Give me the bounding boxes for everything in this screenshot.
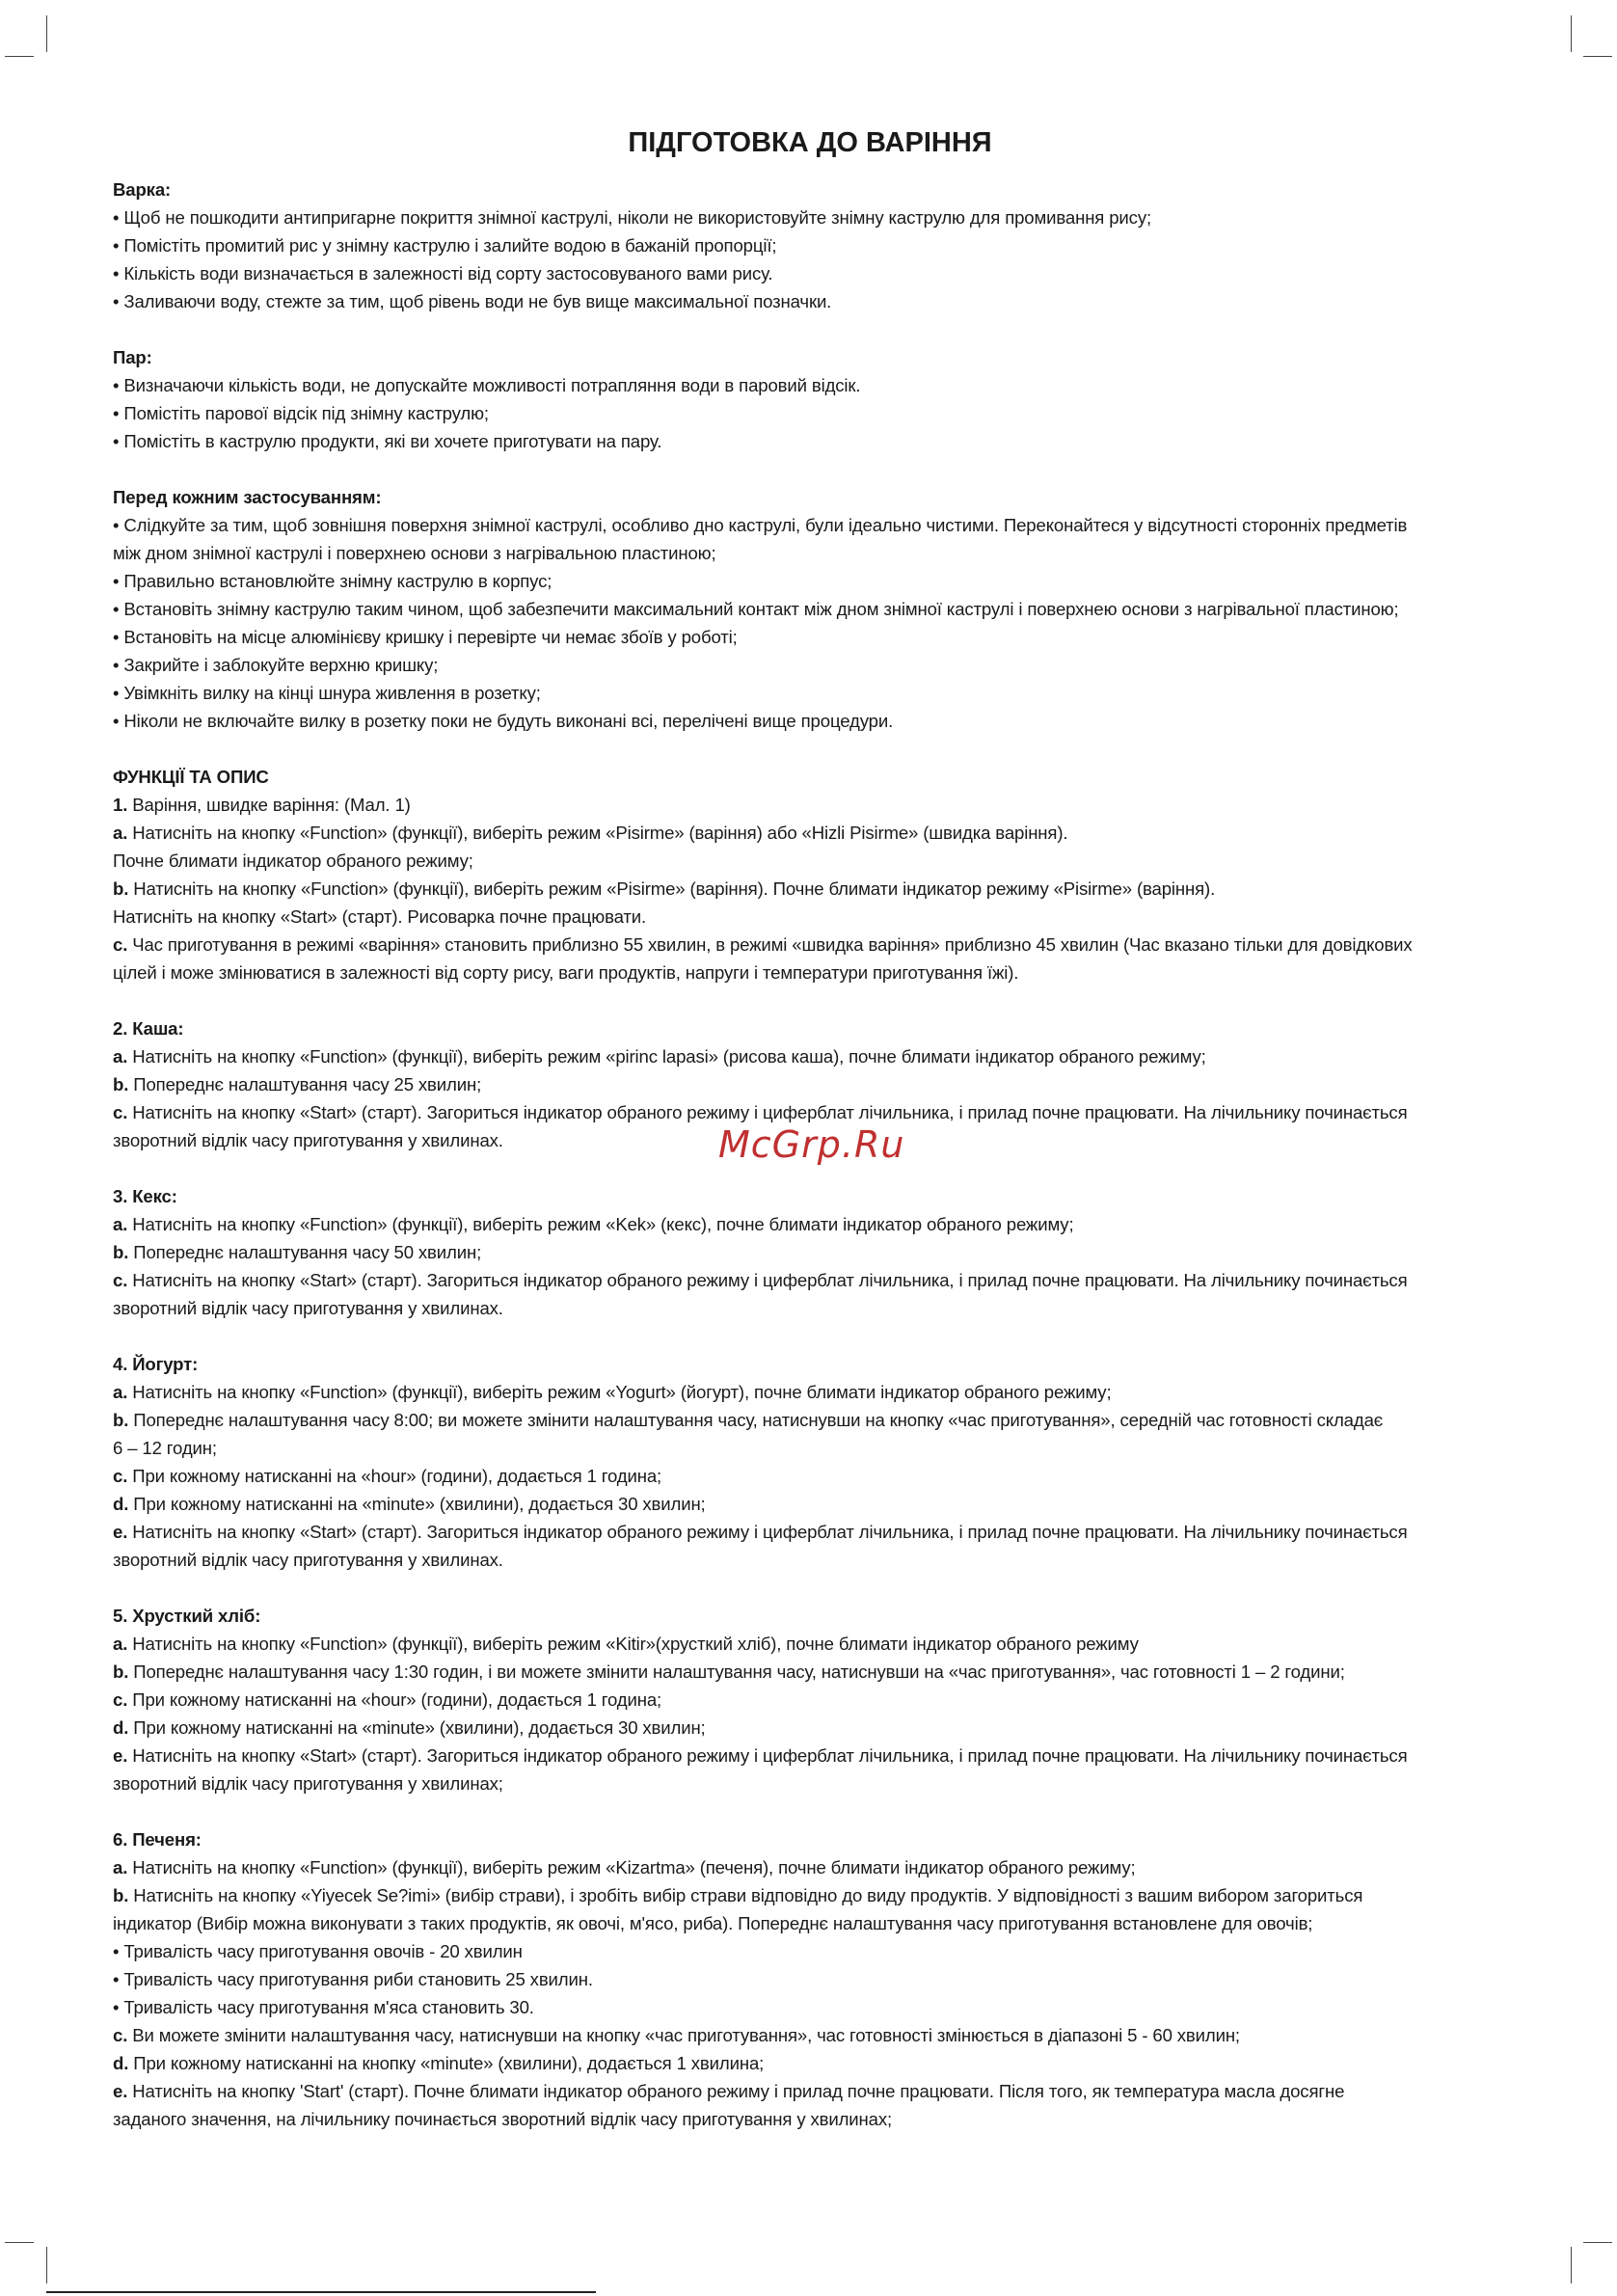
text-line [113, 1909, 1507, 1937]
text-line [113, 1462, 1507, 1490]
line-text: Попереднє налаштування часу 50 хвилин; [128, 1242, 482, 1262]
text-line [113, 1630, 1507, 1658]
section-heading: 4. Йогурт: [113, 1354, 199, 1374]
step-label: e. [113, 2081, 128, 2101]
section [113, 483, 1507, 735]
watermark: McGrp.Ru [718, 1123, 905, 1166]
bottom-rule [46, 2291, 596, 2293]
line-text: Попереднє налаштування часу 8:00; ви можете змінити налаштування часу, натиснувши на кнопку «час приготування», середній час готовності складає [128, 1410, 1384, 1430]
line-text: Почне блимати індикатор обраного режиму; [113, 851, 473, 871]
crop-mark [5, 2242, 34, 2243]
line-text: між дном знімної каструлі і поверхнею основи з нагрівальною пластиною; [113, 543, 716, 563]
line-text: зворотний відлік часу приготування у хвилинах. [113, 1550, 503, 1570]
text-line [113, 931, 1507, 959]
step-label: a. [113, 823, 128, 843]
text-line [113, 1686, 1507, 1714]
crop-mark [1583, 2242, 1612, 2243]
line-text: • Слідкуйте за тим, щоб зовнішня поверхня знімної каструлі, особливо дно каструлі, були ідеально чистими. Переконайтеся у відсутності сторонніх предметів [113, 515, 1408, 535]
text-line [113, 1742, 1507, 1769]
line-text: • Помістіть в каструлю продукти, які ви хочете приготувати на пару. [113, 431, 662, 451]
text-line [113, 567, 1507, 595]
line-text: При кожному натисканні на «minute» (хвилини), додається 30 хвилин; [128, 1717, 706, 1738]
text-line [113, 259, 1507, 287]
text-line [113, 1238, 1507, 1266]
step-label: d. [113, 2053, 129, 2073]
text-line [113, 1546, 1507, 1574]
text-line [113, 1098, 1507, 1126]
section-heading: 2. Каша: [113, 1018, 184, 1039]
crop-mark [46, 2247, 47, 2283]
text-line [113, 1518, 1507, 1546]
section-heading: 6. Печеня: [113, 1829, 202, 1850]
line-text: заданого значення, на лічильнику починається зворотний відлік часу приготування у хвилинах; [113, 2109, 893, 2129]
text-line [113, 1434, 1507, 1462]
text-line [113, 1378, 1507, 1406]
text-line [113, 1210, 1507, 1238]
section [113, 343, 1507, 455]
line-text: • Кількість води визначається в залежності від сорту застосовуваного вами рису. [113, 263, 773, 284]
line-text: • Встановіть знімну каструлю таким чином, щоб забезпечити максимальний контакт між дном знімної каструлі і поверхнею основи з нагрівальної пластиною; [113, 599, 1399, 619]
step-label: c. [113, 1270, 128, 1290]
line-text: Час приготування в режимі «варіння» становить приблизно 55 хвилин, в режимі «швидка варіння» приблизно 45 хвилин (Час вказано тільки для довідкових [127, 934, 1413, 955]
line-text: Натисніть на кнопку «Function» (функції), виберіть режим «Kek» (кекс), почне блимати індикатор обраного режиму; [127, 1214, 1074, 1234]
line-text: Попереднє налаштування часу 1:30 годин, і ви можете змінити налаштування часу, натиснувши на «час приготування», час готовності 1 – 2 години; [128, 1661, 1345, 1682]
section-heading: 5. Хрусткий хліб: [113, 1606, 261, 1626]
section-heading: Пар: [113, 347, 152, 367]
document-body [113, 123, 1507, 2161]
line-text: зворотний відлік часу приготування у хвилинах; [113, 1773, 503, 1794]
step-label: c. [113, 1102, 128, 1122]
line-text: При кожному натисканні на кнопку «minute» (хвилини), додається 1 хвилина; [128, 2053, 765, 2073]
text-line [113, 287, 1507, 315]
line-text: • Щоб не пошкодити антипригарне покриття знімної каструлі, ніколи не використовуйте знімну каструлю для промивання рису; [113, 207, 1151, 228]
section [113, 1350, 1507, 1574]
line-text: • Заливаючи воду, стежте за тим, щоб рівень води не був вище максимальної позначки. [113, 291, 832, 311]
line-text: Натисніть на кнопку «Start» (старт). Загориться індикатор обраного режиму і циферблат лічильника, і прилад почне працювати. На лічильнику починається [127, 1522, 1408, 1542]
text-line [113, 2021, 1507, 2049]
line-text: • Правильно встановлюйте знімну каструлю в корпус; [113, 571, 552, 591]
text-line [113, 791, 1507, 819]
section [113, 1182, 1507, 1322]
text-line [113, 707, 1507, 735]
text-line [113, 1266, 1507, 1294]
step-label: c. [113, 2025, 128, 2045]
text-line [113, 875, 1507, 903]
step-label: b. [113, 1410, 129, 1430]
line-text: • Увімкніть вилку на кінці шнура живлення в розетку; [113, 683, 541, 703]
text-line [113, 2105, 1507, 2133]
line-text: Натисніть на кнопку «Start» (старт). Загориться індикатор обраного режиму і циферблат лічильника, і прилад почне працювати. На лічильнику починається [127, 1102, 1408, 1122]
section [113, 763, 1507, 986]
section [113, 1602, 1507, 1797]
section [113, 1825, 1507, 2133]
line-text: Натисніть на кнопку «Function» (функції), виберіть режим «Kizartma» (печеня), почне блимати індикатор обраного режиму; [127, 1857, 1136, 1877]
text-line [113, 623, 1507, 651]
text-line [113, 427, 1507, 455]
text-line [113, 1937, 1507, 1965]
line-text: Натисніть на кнопку «Function» (функції), виберіть режим «Pisirme» (варіння) або «Hizli Pisirme» (швидка варіння). [127, 823, 1068, 843]
step-label: a. [113, 1634, 128, 1654]
line-text: При кожному натисканні на «hour» (години), додається 1 година; [127, 1466, 662, 1486]
text-line [113, 1406, 1507, 1434]
crop-mark [1583, 56, 1612, 57]
line-text: • Тривалість часу приготування м'яса становить 30. [113, 1997, 534, 2017]
line-text: • Встановіть на місце алюмінієву кришку і перевірте чи немає збоїв у роботі; [113, 627, 738, 647]
line-text: Натисніть на кнопку «Function» (функції), виберіть режим «pirinc lapasi» (рисова каша), почне блимати індикатор обраного режиму; [127, 1046, 1206, 1067]
section-heading: Перед кожним застосуванням: [113, 487, 382, 507]
step-label: c. [113, 934, 128, 955]
text-line [113, 1714, 1507, 1742]
line-text: індикатор (Вибір можна виконувати з таких продуктів, як овочі, м'ясо, риба). Попереднє налаштування часу приготування встановлене для овочів; [113, 1913, 1313, 1933]
line-text: Варіння, швидке варіння: (Мал. 1) [127, 795, 411, 815]
line-text: Натисніть на кнопку «Start» (старт). Загориться індикатор обраного режиму і циферблат лічильника, і прилад почне працювати. На лічильнику починається [127, 1270, 1408, 1290]
text-line [113, 1294, 1507, 1322]
text-line [113, 539, 1507, 567]
step-label: a. [113, 1857, 128, 1877]
line-text: • Тривалість часу приготування овочів - 20 хвилин [113, 1941, 523, 1961]
line-text: Попереднє налаштування часу 25 хвилин; [128, 1074, 482, 1094]
sections-container [113, 176, 1507, 2133]
section [113, 176, 1507, 315]
text-line [113, 819, 1507, 847]
crop-mark [1571, 2247, 1572, 2283]
step-label: c. [113, 1689, 128, 1710]
text-line [113, 511, 1507, 539]
step-label: b. [113, 1242, 129, 1262]
text-line [113, 371, 1507, 399]
text-line [113, 679, 1507, 707]
step-label: b. [113, 1885, 129, 1905]
text-line [113, 1769, 1507, 1797]
crop-mark [46, 15, 47, 52]
page-title: ПІДГОТОВКА ДО ВАРІННЯ [628, 127, 992, 158]
text-line [113, 1965, 1507, 1993]
line-text: зворотний відлік часу приготування у хвилинах. [113, 1298, 503, 1318]
line-text: • Ніколи не включайте вилку в розетку поки не будуть виконані всі, перелічені вище процедури. [113, 711, 894, 731]
text-line [113, 1993, 1507, 2021]
line-text: 6 – 12 годин; [113, 1438, 217, 1458]
line-text: При кожному натисканні на «minute» (хвилини), додається 30 хвилин; [128, 1494, 706, 1514]
text-line [113, 1126, 1507, 1154]
line-text: • Помістіть промитий рис у знімну каструлю і залийте водою в бажаній пропорції; [113, 235, 777, 256]
line-text: • Закрийте і заблокуйте верхню кришку; [113, 655, 439, 675]
text-line [113, 651, 1507, 679]
line-text: Натисніть на кнопку 'Start' (старт). Почне блимати індикатор обраного режиму і прилад почне працювати. Після того, як температура масла досягне [127, 2081, 1345, 2101]
step-label: 1. [113, 795, 128, 815]
text-line [113, 231, 1507, 259]
section-heading: Варка: [113, 179, 172, 200]
line-text: Натисніть на кнопку «Yiyecek Se?imi» (вибір страви), і зробіть вибір страви відповідно до виду продуктів. У відповідності з вашим вибором загориться [128, 1885, 1363, 1905]
text-line [113, 1853, 1507, 1881]
step-label: c. [113, 1466, 128, 1486]
text-line [113, 1490, 1507, 1518]
text-line [113, 2049, 1507, 2077]
section [113, 1014, 1507, 1154]
text-line [113, 203, 1507, 231]
step-label: a. [113, 1046, 128, 1067]
crop-mark [1571, 15, 1572, 52]
line-text: Натисніть на кнопку «Function» (функції), виберіть режим «Kitir»(хрусткий хліб), почне блимати індикатор обраного режиму [127, 1634, 1139, 1654]
step-label: e. [113, 1522, 128, 1542]
step-label: b. [113, 878, 129, 899]
line-text: цілей і може змінюватися в залежності від сорту рису, ваги продуктів, напруги і температури приготування їжі). [113, 962, 1019, 983]
line-text: Натисніть на кнопку «Function» (функції), виберіть режим «Yogurt» (йогурт), почне блимати індикатор обраного режиму; [127, 1382, 1112, 1402]
crop-mark [5, 56, 34, 57]
line-text: Натисніть на кнопку «Start» (старт). Загориться індикатор обраного режиму і циферблат лічильника, і прилад почне працювати. На лічильнику починається [127, 1745, 1408, 1766]
line-text: зворотний відлік часу приготування у хвилинах. [113, 1130, 503, 1150]
step-label: b. [113, 1074, 129, 1094]
line-text: Натисніть на кнопку «Start» (старт). Рисоварка почне працювати. [113, 906, 647, 927]
line-text: При кожному натисканні на «hour» (години), додається 1 година; [127, 1689, 662, 1710]
text-line [113, 399, 1507, 427]
section-heading: ФУНКЦІЇ ТА ОПИС [113, 767, 269, 787]
text-line [113, 595, 1507, 623]
line-text: Ви можете змінити налаштування часу, натиснувши на кнопку «час приготування», час готовності змінюється в діапазоні 5 - 60 хвилин; [127, 2025, 1240, 2045]
step-label: e. [113, 1745, 128, 1766]
text-line [113, 903, 1507, 931]
text-line [113, 959, 1507, 986]
step-label: d. [113, 1717, 129, 1738]
text-line [113, 847, 1507, 875]
line-text: • Тривалість часу приготування риби становить 25 хвилин. [113, 1969, 593, 1989]
text-line [113, 1070, 1507, 1098]
text-line [113, 1042, 1507, 1070]
step-label: d. [113, 1494, 129, 1514]
text-line [113, 1881, 1507, 1909]
text-line [113, 1658, 1507, 1686]
line-text: • Визначаючи кількість води, не допускайте можливості потрапляння води в паровий відсік. [113, 375, 861, 395]
line-text: Натисніть на кнопку «Function» (функції), виберіть режим «Pisirme» (варіння). Почне блимати індикатор режиму «Pisirme» (варіння). [128, 878, 1216, 899]
text-line [113, 2077, 1507, 2105]
line-text: • Помістіть парової відсік під знімну каструлю; [113, 403, 489, 423]
section-heading: 3. Кекс: [113, 1186, 177, 1206]
step-label: b. [113, 1661, 129, 1682]
step-label: a. [113, 1382, 128, 1402]
step-label: a. [113, 1214, 128, 1234]
